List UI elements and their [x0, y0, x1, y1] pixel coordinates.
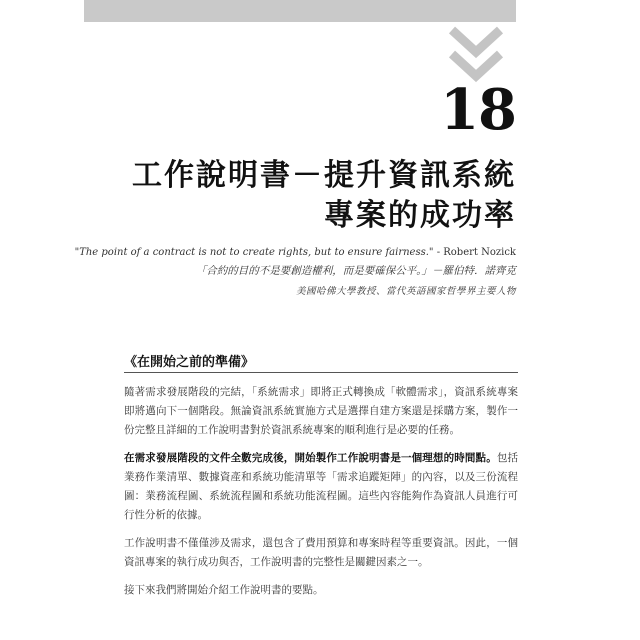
- top-band: [84, 0, 516, 22]
- chapter-title-line-2: 專案的成功率: [324, 198, 516, 233]
- epigraph-english: [75, 247, 516, 258]
- section-heading: 《在開始之前的準備》: [124, 355, 255, 370]
- paragraph-2-rest: 包括業務作業清單、數據資產和系統功能清單等「需求追蹤矩陣」的內容，以及三份流程圖：業務流程圖、系統流程圖和系統功能流程圖。這些內容能夠作為資訊人員進行可行性分析的依據。: [124, 452, 519, 521]
- epigraph-english-text: "The point of a contract is not to create rights, but to ensure fairness.": [74, 247, 434, 258]
- chapter-title: [132, 156, 516, 236]
- paragraph-4: 接下來我們將開始介紹工作說明書的要點。: [124, 584, 324, 596]
- epigraph-author-description: 美國哈佛大學教授、當代英語國家哲學界主要人物: [295, 286, 516, 297]
- chapter-number: 18: [440, 77, 516, 143]
- epigraph-english-author: - Robert Nozick: [433, 247, 516, 258]
- section-divider: [124, 372, 518, 373]
- chapter-title-line-1: 工作說明書－提升資訊系統: [132, 158, 516, 193]
- paragraph-3: 工作說明書不僅僅涉及需求，還包含了費用預算和專案時程等重要資訊。因此，一個資訊專案的執行成功與否，工作說明書的完整性是關鍵因素之一。: [124, 537, 518, 568]
- paragraph-1: 隨著需求發展階段的完結，「系統需求」即將正式轉換成「軟體需求」，資訊系統專案即將邁向下一個階段。無論資訊系統實施方式是選擇自建方案還是採購方案，製作一份完整且詳細的工作說明書對於資訊系統專案的順利進行是必要的任務。: [124, 386, 518, 436]
- paragraph-2-emphasis: 在需求發展階段的文件全數完成後，開始製作工作說明書是一個理想的時間點。: [124, 452, 497, 464]
- epigraph-chinese: 「合約的目的不是要創造權利，而是要確保公平。」－羅伯特．諾齊克: [195, 265, 516, 277]
- paragraph-2: [124, 449, 518, 525]
- body-text: [124, 383, 518, 609]
